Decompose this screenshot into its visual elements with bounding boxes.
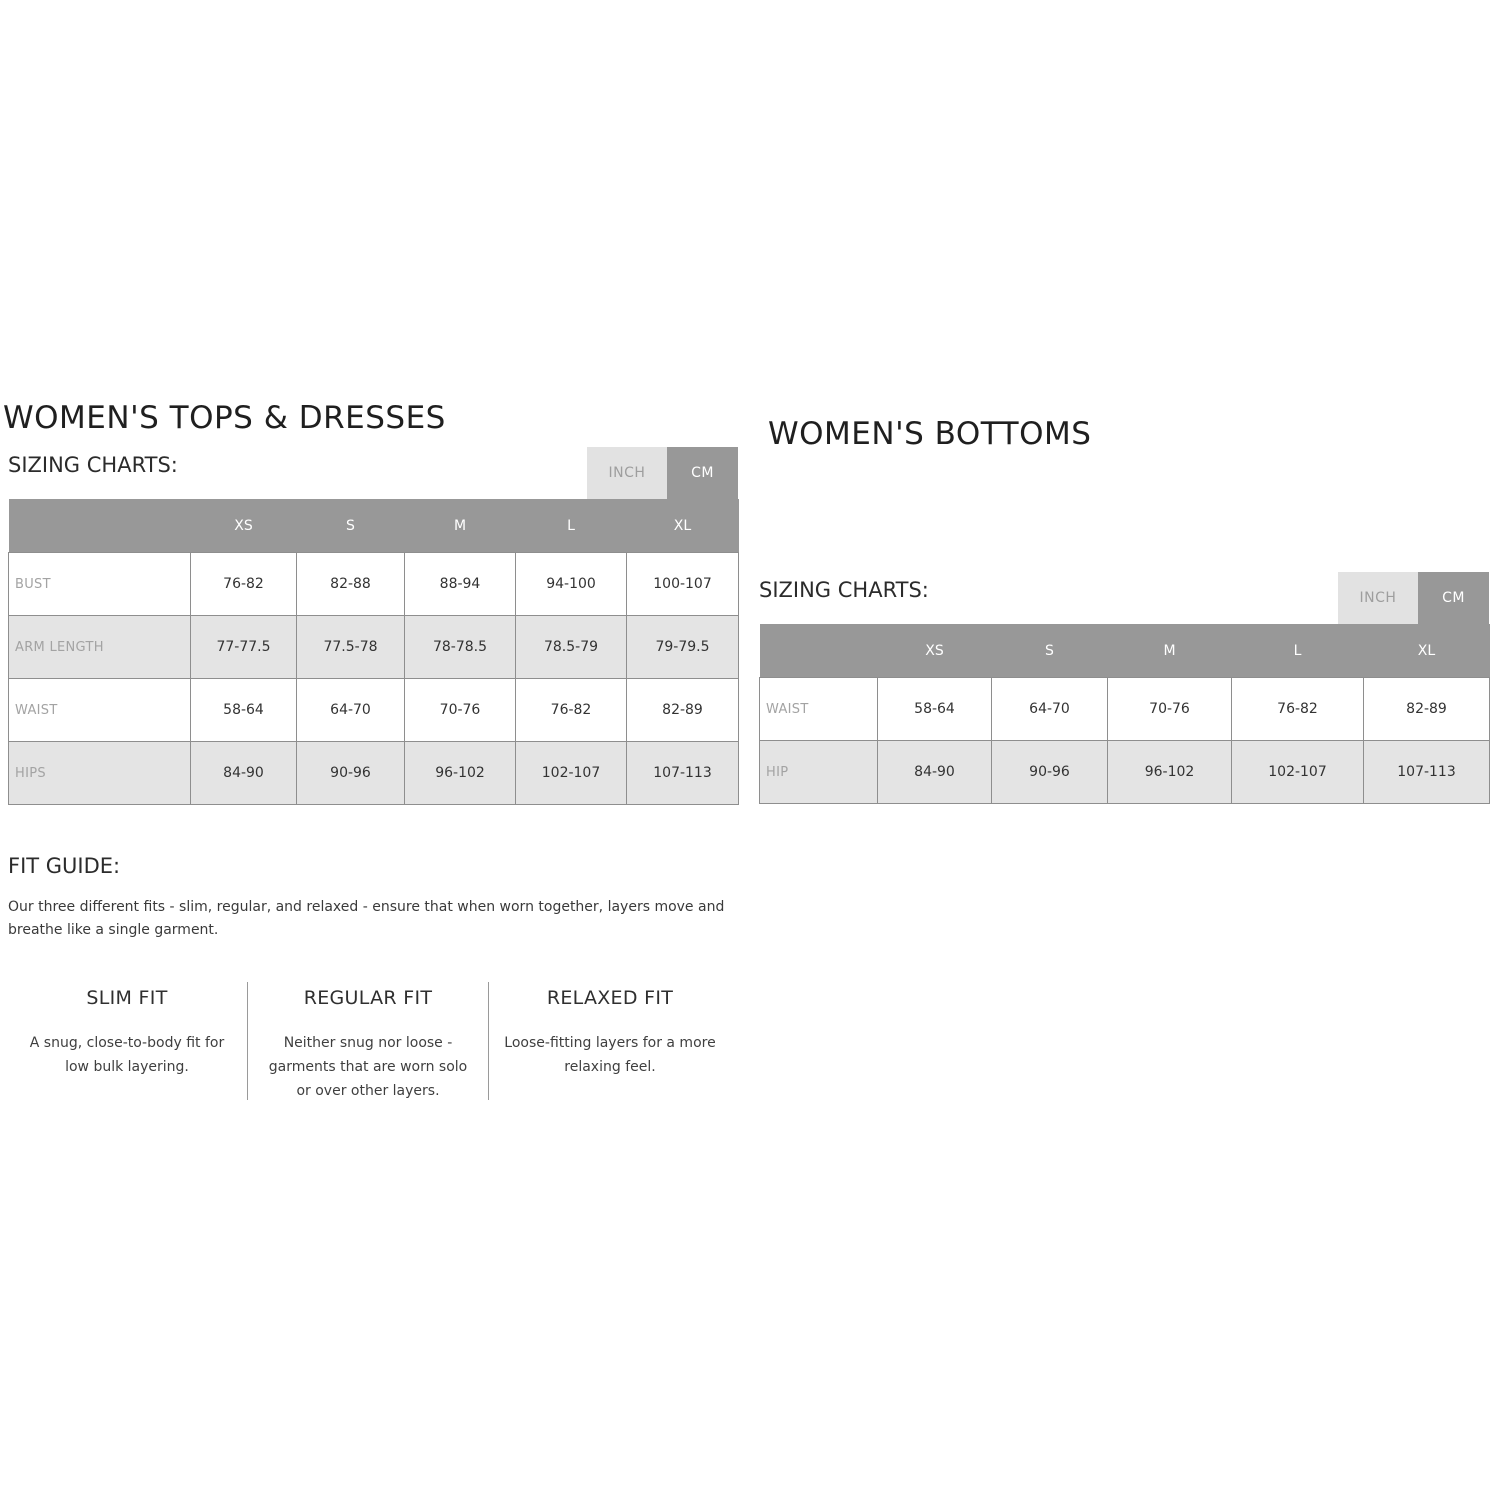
- row-label: BUST: [9, 553, 191, 616]
- table-row: [9, 553, 739, 616]
- fit-description-line: garments that are worn solo: [268, 1059, 468, 1075]
- table-cell: 64-70: [992, 678, 1108, 741]
- table-cell: 58-64: [878, 678, 992, 741]
- table-cell: 102-107: [516, 742, 627, 805]
- row-label: HIP: [760, 741, 878, 804]
- bottoms-sizing-label: SIZING CHARTS:: [759, 578, 929, 602]
- header-corner: [9, 499, 191, 553]
- header-corner: [760, 624, 878, 678]
- table-cell: 107-113: [1364, 741, 1490, 804]
- table-cell: 90-96: [297, 742, 405, 805]
- table-cell: 96-102: [405, 742, 516, 805]
- row-label: WAIST: [9, 679, 191, 742]
- fit-description-line: low bulk layering.: [65, 1059, 189, 1075]
- table-cell: 88-94: [405, 553, 516, 616]
- table-cell: 78.5-79: [516, 616, 627, 679]
- table-cell: 107-113: [627, 742, 739, 805]
- table-cell: 76-82: [191, 553, 297, 616]
- size-header: XS: [191, 499, 297, 553]
- fit-guide-intro: [8, 896, 728, 942]
- table-cell: 96-102: [1108, 741, 1232, 804]
- fit-guide-title: FIT GUIDE:: [8, 854, 121, 878]
- fit-description: [7, 1031, 247, 1079]
- size-header: L: [516, 499, 627, 553]
- table-cell: 76-82: [516, 679, 627, 742]
- fit-relaxed: [489, 987, 731, 1079]
- bottoms-cm-button[interactable]: CM: [1418, 572, 1489, 624]
- size-header: M: [405, 499, 516, 553]
- tops-sizing-label: SIZING CHARTS:: [8, 453, 178, 477]
- size-header: S: [297, 499, 405, 553]
- table-header-row: [9, 499, 739, 553]
- table-cell: 64-70: [297, 679, 405, 742]
- tops-inch-button[interactable]: INCH: [587, 447, 667, 499]
- fit-description: [489, 1031, 731, 1079]
- fit-description-line: Loose-fitting layers for a more: [504, 1035, 716, 1051]
- table-cell: 90-96: [992, 741, 1108, 804]
- tops-title: WOMEN'S TOPS & DRESSES: [3, 400, 446, 436]
- tops-size-table: [8, 499, 739, 805]
- table-cell: 82-89: [1364, 678, 1490, 741]
- bottoms-unit-toggle: [1338, 572, 1489, 624]
- bottoms-size-table: [759, 624, 1490, 804]
- fit-description-line: or over other layers.: [296, 1083, 440, 1099]
- table-row: [9, 679, 739, 742]
- table-cell: 82-89: [627, 679, 739, 742]
- table-cell: 77-77.5: [191, 616, 297, 679]
- table-header-row: [760, 624, 1490, 678]
- table-row: [9, 742, 739, 805]
- table-row: [9, 616, 739, 679]
- table-cell: 79-79.5: [627, 616, 739, 679]
- fit-description-line: relaxing feel.: [564, 1059, 656, 1075]
- table-cell: 70-76: [1108, 678, 1232, 741]
- table-cell: 100-107: [627, 553, 739, 616]
- row-label: ARM LENGTH: [9, 616, 191, 679]
- row-label: WAIST: [760, 678, 878, 741]
- table-cell: 84-90: [191, 742, 297, 805]
- fit-name: SLIM FIT: [86, 987, 168, 1009]
- size-header: M: [1108, 624, 1232, 678]
- table-cell: 84-90: [878, 741, 992, 804]
- table-cell: 70-76: [405, 679, 516, 742]
- fit-guide-intro-line: breathe like a single garment.: [8, 922, 219, 938]
- table-row: [760, 678, 1490, 741]
- fit-description-line: A snug, close-to-body fit for: [29, 1035, 225, 1051]
- fit-regular: [248, 987, 488, 1103]
- bottoms-inch-button[interactable]: INCH: [1338, 572, 1418, 624]
- tops-cm-button[interactable]: CM: [667, 447, 738, 499]
- size-header: XS: [878, 624, 992, 678]
- row-label: HIPS: [9, 742, 191, 805]
- table-cell: 76-82: [1232, 678, 1364, 741]
- table-row: [760, 741, 1490, 804]
- table-cell: 102-107: [1232, 741, 1364, 804]
- size-header: S: [992, 624, 1108, 678]
- tops-unit-toggle: [587, 447, 738, 499]
- fit-description: [248, 1031, 488, 1103]
- fit-slim: [7, 987, 247, 1079]
- table-cell: 78-78.5: [405, 616, 516, 679]
- table-cell: 58-64: [191, 679, 297, 742]
- size-header: L: [1232, 624, 1364, 678]
- size-header: XL: [1364, 624, 1490, 678]
- bottoms-title: WOMEN'S BOTTOMS: [768, 416, 1092, 452]
- table-cell: 82-88: [297, 553, 405, 616]
- fit-name: RELAXED FIT: [546, 987, 674, 1009]
- table-cell: 94-100: [516, 553, 627, 616]
- fit-description-line: Neither snug nor loose -: [283, 1035, 453, 1051]
- size-header: XL: [627, 499, 739, 553]
- fit-name: REGULAR FIT: [303, 987, 433, 1009]
- table-cell: 77.5-78: [297, 616, 405, 679]
- fit-guide-intro-line: Our three different fits - slim, regular, and relaxed - ensure that when worn together, layers move and: [8, 899, 725, 915]
